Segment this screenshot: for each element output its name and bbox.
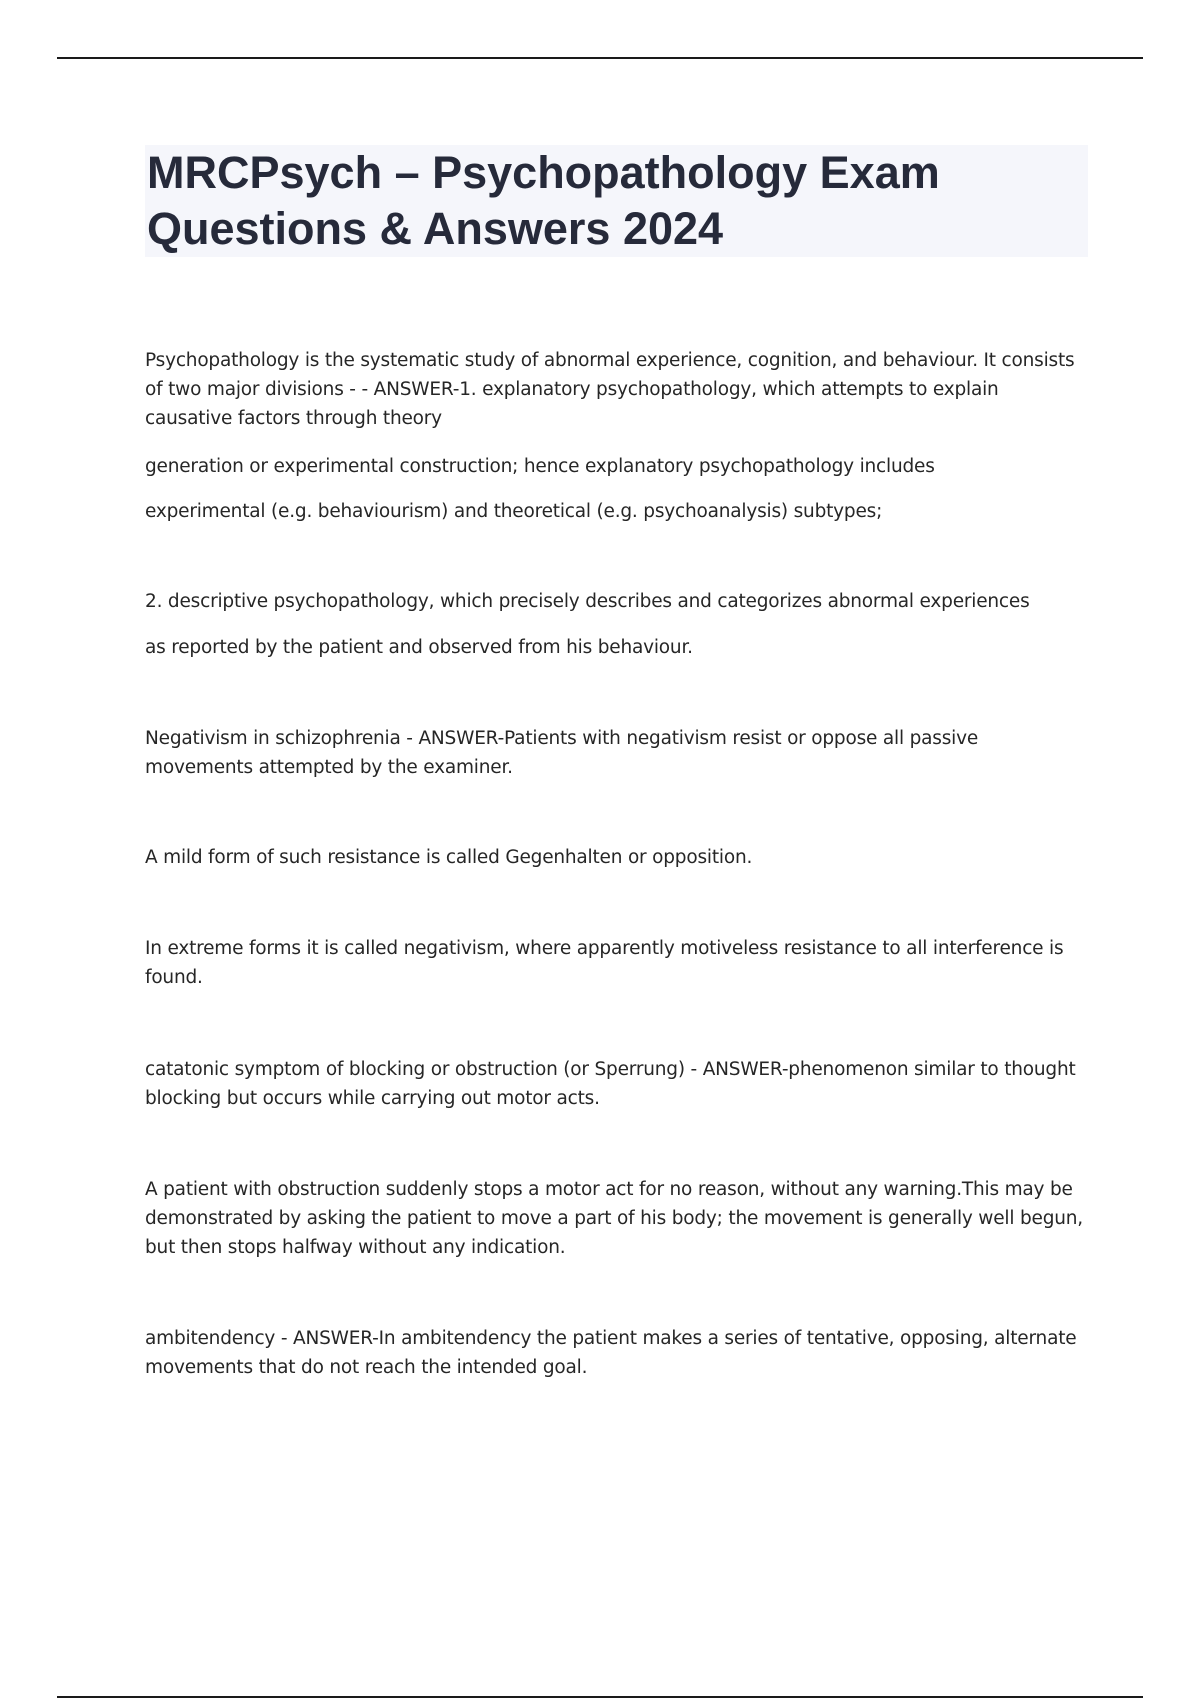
paragraph-intro-cont-1: generation or experimental construction; hence explanatory psychopathology includes [145, 456, 935, 477]
paragraph-extreme-negativism: In extreme forms it is called negativism, where apparently motiveless resistance to all interference is found. [145, 938, 1064, 988]
paragraph-intro-cont-2: experimental (e.g. behaviourism) and theoretical (e.g. psychoanalysis) subtypes; [145, 501, 883, 522]
paragraph-intro: Psychopathology is the systematic study of abnormal experience, cognition, and behaviour. It consists of two major divisions - - ANSWER-1. explanatory psychopathology, which attempts to explain causative factors through theory [145, 350, 1075, 429]
paragraph-ambitendency: ambitendency - ANSWER-In ambitendency the patient makes a series of tentative, opposing, alternate movements that do not reach the intended goal. [145, 1328, 1077, 1378]
paragraph-descriptive: 2. descriptive psychopathology, which precisely describes and categorizes abnormal experiences [145, 591, 1030, 612]
paragraph-negativism: Negativism in schizophrenia - ANSWER-Patients with negativism resist or oppose all passive movements attempted by the examiner. [145, 728, 979, 778]
document-title: MRCPsych – Psychopathology Exam Questions & Answers 2024 [147, 147, 940, 254]
page-top-rule [57, 57, 1143, 59]
paragraph-obstruction-detail: A patient with obstruction suddenly stops a motor act for no reason, without any warning.This may be demonstrated by asking the patient to move a part of his body; the movement is generally well begun, but then stops halfway without any indication. [145, 1179, 1083, 1258]
paragraph-gegenhalten: A mild form of such resistance is called Gegenhalten or opposition. [145, 847, 753, 868]
paragraph-obstruction: catatonic symptom of blocking or obstruction (or Sperrung) - ANSWER-phenomenon similar to thought blocking but occurs while carrying out motor acts. [145, 1059, 1076, 1109]
title-block [145, 145, 1088, 257]
page-bottom-rule [57, 1696, 1143, 1698]
paragraph-descriptive-cont: as reported by the patient and observed from his behaviour. [145, 637, 693, 658]
